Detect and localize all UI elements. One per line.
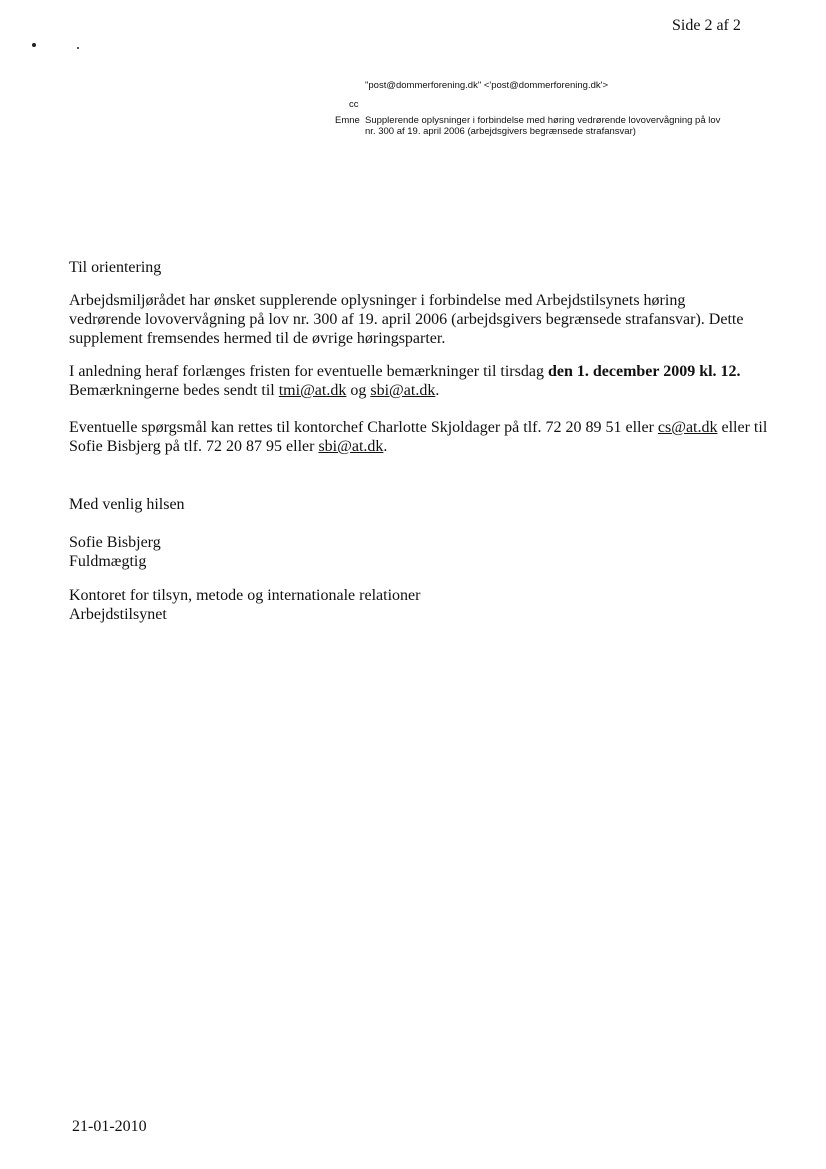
email-cc-label: cc bbox=[349, 99, 359, 110]
email-link-cs[interactable]: cs@at.dk bbox=[657, 419, 718, 436]
email-from-line: "post@dommerforening.dk" <'post@dommerforening.dk'> bbox=[365, 80, 608, 91]
signature-name: Sofie Bisbjerg bbox=[69, 534, 161, 551]
letter-paragraph-2 bbox=[69, 362, 759, 400]
contact-text-1: Eventuelle spørgsmål kan rettes til kontorchef Charlotte Skjoldager på tlf. 72 20 89 51 eller bbox=[69, 419, 658, 436]
signature-title: Fuldmægtig bbox=[69, 553, 147, 570]
period-text: . bbox=[435, 382, 440, 399]
scan-speck-mark bbox=[77, 47, 79, 49]
scan-speck-mark bbox=[32, 43, 36, 47]
letter-paragraph-3 bbox=[69, 418, 769, 456]
email-subject-label: Emne bbox=[335, 115, 360, 126]
period-text: . bbox=[383, 438, 388, 455]
connector-text: og bbox=[346, 382, 371, 399]
footer-date: 21-01-2010 bbox=[72, 1118, 147, 1135]
letter-paragraph-1: Arbejdsmiljørådet har ønsket supplerende oplysninger i forbindelse med Arbejdstilsynets høring vedrørende lovovervågning på lov nr. 300 af 19. april 2006 (arbejdsgivers begrænsede strafansvar). Dette supplement fremsendes hermed til de øvrige høringsparter. bbox=[69, 292, 744, 347]
letter-closing: Med venlig hilsen bbox=[69, 496, 185, 513]
send-to-text: Bemærkningerne bedes sendt til bbox=[69, 382, 279, 399]
letter-greeting: Til orientering bbox=[69, 259, 162, 276]
deadline-date: den 1. december 2009 kl. 12. bbox=[547, 363, 741, 380]
deadline-intro-text: I anledning heraf forlænges fristen for eventuelle bemærkninger til tirsdag bbox=[69, 363, 548, 380]
signature-office: Kontoret for tilsyn, metode og internationale relationer bbox=[69, 587, 421, 604]
signature-agency: Arbejdstilsynet bbox=[69, 606, 167, 623]
page-number: Side 2 af 2 bbox=[672, 17, 741, 34]
contact-text-2: eller til Sofie Bisbjerg på tlf. 72 20 87 95 eller bbox=[69, 419, 768, 455]
email-link-sbi[interactable]: sbi@at.dk bbox=[370, 382, 436, 399]
email-link-tmi[interactable]: tmi@at.dk bbox=[278, 382, 347, 399]
email-link-sbi-2[interactable]: sbi@at.dk bbox=[318, 438, 384, 455]
email-subject-text: Supplerende oplysninger i forbindelse med høring vedrørende lovovervågning på lov nr. 300 af 19. april 2006 (arbejdsgivers begrænsede strafansvar) bbox=[365, 115, 721, 137]
